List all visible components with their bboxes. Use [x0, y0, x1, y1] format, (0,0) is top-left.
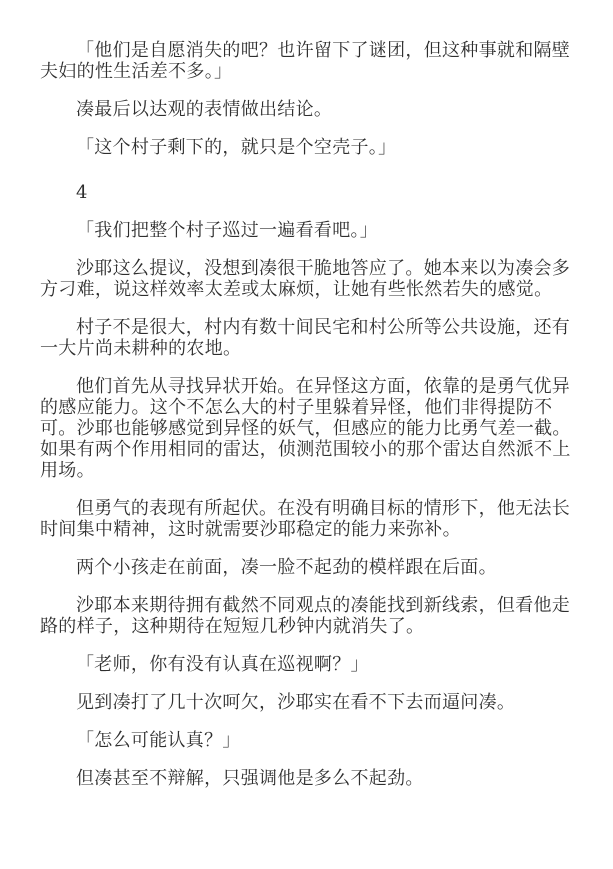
- narration-paragraph: 沙耶本来期待拥有截然不同观点的凑能找到新线索，但看他走路的样子，这种期待在短短几秒钟内就消失了。: [40, 595, 571, 637]
- dialogue-paragraph: 「我们把整个村子巡过一遍看看吧。」: [76, 220, 379, 241]
- narration-paragraph: 但勇气的表现有所起伏。在没有明确目标的情形下，他无法长时间集中精神，这时就需要沙耶稳定的能力来弥补。: [40, 498, 571, 540]
- dialogue-paragraph: 「这个村子剩下的，就只是个空壳子。」: [76, 137, 397, 158]
- dialogue-paragraph: 「怎么可能认真？」: [76, 730, 241, 751]
- narration-paragraph: 见到凑打了几十次呵欠，沙耶实在看不下去而逼问凑。: [76, 692, 516, 713]
- dialogue-paragraph: 「老师，你有没有认真在巡视啊？」: [76, 654, 369, 675]
- narration-paragraph: 沙耶这么提议，没想到凑很干脆地答应了。她本来以为凑会多方刁难，说这样效率太差或太麻烦，让她有些怅然若失的感觉。: [40, 258, 571, 300]
- narration-paragraph: 村子不是很大，村内有数十间民宅和村公所等公共设施，还有一大片尚未耕种的农地。: [40, 317, 571, 359]
- narration-paragraph: 两个小孩走在前面，凑一脸不起劲的模样跟在后面。: [76, 557, 497, 578]
- narration-paragraph: 他们首先从寻找异状开始。在异怪这方面，依靠的是勇气优异的感应能力。这个不怎么大的村子里躲着异怪，他们非得提防不可。沙耶也能够感觉到异怪的妖气，但感应的能力比勇气差一截。如果有两个作用相同的雷达，侦测范围较小的那个雷达自然派不上用场。: [40, 376, 571, 481]
- dialogue-paragraph: 「他们是自愿消失的吧？也许留下了谜团，但这种事就和隔壁夫妇的性生活差不多。」: [40, 40, 571, 82]
- section-number: 4: [76, 182, 88, 203]
- narration-paragraph: 但凑甚至不辩解，只强调他是多么不起劲。: [76, 768, 424, 789]
- narration-paragraph: 凑最后以达观的表情做出结论。: [76, 99, 333, 120]
